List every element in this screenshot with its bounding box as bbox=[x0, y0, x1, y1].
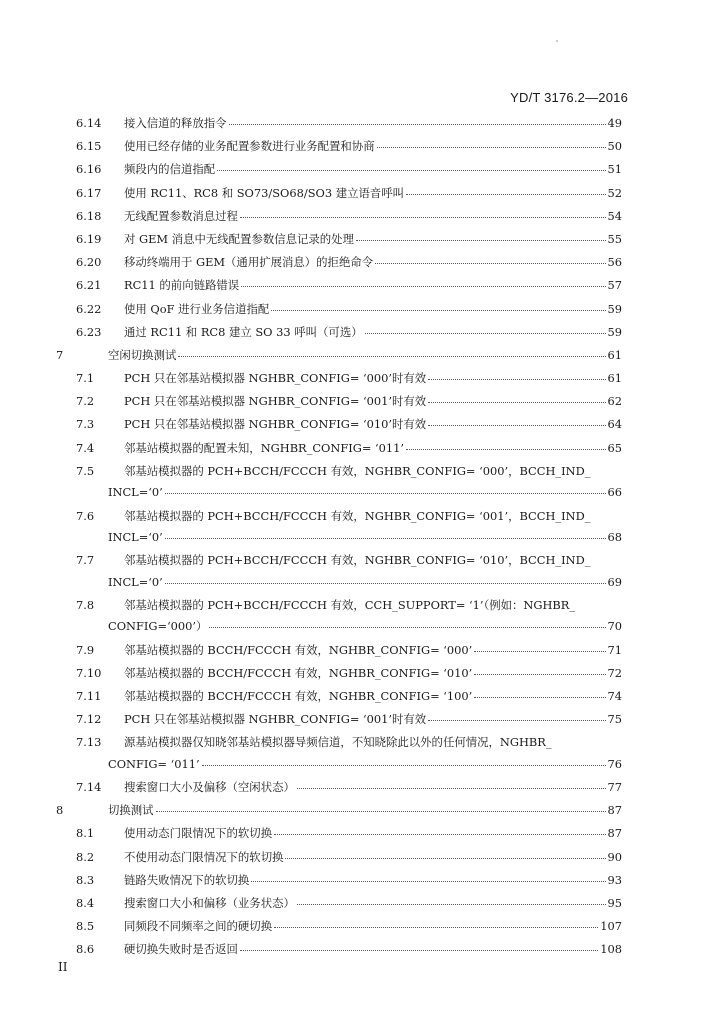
toc-entry-page: 66 bbox=[607, 485, 622, 500]
toc-entry-page: 52 bbox=[607, 185, 622, 200]
toc-entry-line bbox=[56, 850, 622, 865]
toc-entry-line bbox=[56, 232, 622, 247]
toc-entry-number: 7.9 bbox=[76, 642, 95, 657]
toc-entry-title: 邻基站模拟器的 BCCH/FCCCH 有效，NGHBR_CONFIG= ‘010’ bbox=[124, 665, 473, 680]
toc-entry-number: 6.20 bbox=[76, 255, 102, 270]
toc-entry-number: 6.22 bbox=[76, 301, 102, 316]
toc-entry[interactable] bbox=[56, 689, 622, 704]
toc-entry-title: 使用 RC11、RC8 和 SO73/SO68/SO3 建立语音呼叫 bbox=[124, 185, 405, 200]
toc-entry[interactable] bbox=[56, 417, 622, 432]
toc-entry-line bbox=[56, 666, 622, 681]
toc-entry-continuation bbox=[56, 530, 622, 545]
toc-entry[interactable] bbox=[56, 643, 622, 658]
dot-leader bbox=[297, 778, 606, 789]
dot-leader bbox=[240, 207, 606, 218]
toc-entry[interactable] bbox=[56, 919, 622, 934]
toc-entry-page: 71 bbox=[607, 642, 622, 657]
toc-entry-number: 7.14 bbox=[76, 780, 102, 794]
toc-entry-number: 7.4 bbox=[76, 440, 95, 455]
toc-entry[interactable] bbox=[56, 162, 622, 177]
dot-leader bbox=[297, 894, 606, 905]
toc-entry[interactable] bbox=[56, 803, 622, 818]
toc-entry-line bbox=[56, 464, 622, 479]
toc-entry[interactable] bbox=[56, 278, 622, 293]
toc-entry-title: 邻基站模拟器的 BCCH/FCCCH 有效，NGHBR_CONFIG= ‘100’ bbox=[124, 688, 473, 703]
toc-entry-number: 7 bbox=[56, 347, 64, 362]
toc-entry-title: 不使用动态门限情况下的软切换 bbox=[124, 849, 284, 864]
toc-entry-line bbox=[56, 255, 622, 270]
dot-leader bbox=[229, 114, 606, 125]
toc-entry-number: 7.10 bbox=[76, 665, 102, 680]
toc-entry-title: CONFIG=‘000’） bbox=[108, 619, 208, 634]
toc-entry-line bbox=[56, 394, 622, 409]
toc-entry-number: 6.19 bbox=[76, 231, 102, 246]
toc-entry-line bbox=[56, 162, 622, 177]
toc-entry-line bbox=[56, 780, 622, 795]
toc-entry-number: 6.15 bbox=[76, 139, 102, 154]
toc-entry-title: 搜索窗口大小及偏移（空闲状态） bbox=[124, 780, 295, 794]
toc-entry-page: 49 bbox=[607, 116, 622, 130]
toc-entry-line bbox=[56, 509, 622, 524]
toc-entry-page: 54 bbox=[607, 208, 622, 223]
toc-entry-line bbox=[56, 896, 622, 911]
toc-entry-page: 108 bbox=[600, 942, 622, 957]
toc-entry-line bbox=[56, 712, 622, 727]
toc-entry[interactable] bbox=[56, 598, 622, 635]
toc-entry-title: 通过 RC11 和 RC8 建立 SO 33 呼叫（可选） bbox=[124, 324, 363, 339]
dot-leader bbox=[271, 300, 605, 311]
toc-entry[interactable] bbox=[56, 232, 622, 247]
toc-entry[interactable] bbox=[56, 850, 622, 865]
toc-entry-title: 使用动态门限情况下的软切换 bbox=[124, 826, 273, 841]
toc-entry-line bbox=[56, 643, 622, 658]
toc-entry-page: 59 bbox=[607, 301, 622, 316]
dot-leader bbox=[356, 230, 606, 241]
toc-entry[interactable] bbox=[56, 780, 622, 795]
toc-entry-continuation bbox=[56, 757, 622, 772]
toc-entry[interactable] bbox=[56, 209, 622, 224]
toc-entry-number: 8.1 bbox=[76, 826, 95, 841]
toc-entry-line bbox=[56, 209, 622, 224]
toc-entry-page: 56 bbox=[607, 255, 622, 270]
toc-entry-number: 7.6 bbox=[76, 508, 95, 523]
dot-leader bbox=[209, 617, 605, 628]
toc-entry-continuation bbox=[56, 485, 622, 500]
toc-entry-title: 硬切换失败时是否返回 bbox=[124, 942, 238, 957]
toc-entry-title: RC11 的前向链路错误 bbox=[124, 278, 240, 293]
toc-entry[interactable] bbox=[56, 441, 622, 456]
toc-entry[interactable] bbox=[56, 735, 622, 772]
toc-entry-line bbox=[56, 348, 622, 363]
toc-entry[interactable] bbox=[56, 394, 622, 409]
toc-entry-line bbox=[56, 826, 622, 841]
toc-entry-number: 6.17 bbox=[76, 185, 102, 200]
page-number: II bbox=[58, 960, 68, 974]
toc-entry-title: 邻基站模拟器的 BCCH/FCCCH 有效，NGHBR_CONFIG= ‘000’ bbox=[124, 642, 473, 657]
toc-entry-line bbox=[56, 325, 622, 340]
toc-entry-title: PCH 只在邻基站模拟器 NGHBR_CONFIG= ‘000’时有效 bbox=[124, 371, 427, 386]
toc-entry-page: 65 bbox=[607, 440, 622, 455]
toc-entry-title: INCL=‘0’ bbox=[108, 530, 163, 544]
toc-entry-page: 87 bbox=[607, 803, 622, 818]
toc-entry-page: 72 bbox=[607, 665, 622, 680]
toc-entry-number: 7.2 bbox=[76, 394, 95, 409]
toc-entry-line bbox=[56, 278, 622, 293]
dot-leader bbox=[428, 392, 605, 403]
toc-entry-page: 95 bbox=[607, 895, 622, 910]
scan-speck bbox=[556, 40, 558, 42]
toc-entry-continuation bbox=[56, 575, 622, 590]
dot-leader bbox=[156, 801, 606, 812]
toc-entry-number: 8.2 bbox=[76, 849, 95, 864]
table-of-contents bbox=[56, 116, 622, 966]
toc-entry[interactable] bbox=[56, 464, 622, 501]
toc-entry-title: 源基站模拟器仅知晓邻基站模拟器导频信道，不知晓除此以外的任何情况，NGHBR_ bbox=[124, 735, 552, 750]
dot-leader bbox=[406, 439, 606, 450]
toc-entry-title: 空闲切换测试 bbox=[108, 347, 177, 362]
toc-entry-number: 7.5 bbox=[76, 463, 95, 478]
toc-entry-number: 8.6 bbox=[76, 942, 95, 957]
toc-entry-line bbox=[56, 803, 622, 818]
dot-leader bbox=[274, 824, 605, 835]
toc-entry-title: INCL=‘0’ bbox=[108, 485, 163, 500]
toc-entry-line bbox=[56, 116, 622, 131]
toc-entry[interactable] bbox=[56, 139, 622, 154]
toc-entry-title: 同频段不同频率之间的硬切换 bbox=[124, 919, 273, 934]
toc-entry[interactable] bbox=[56, 255, 622, 270]
toc-entry-page: 75 bbox=[607, 712, 622, 727]
toc-entry-page: 50 bbox=[607, 139, 622, 154]
toc-entry-page: 77 bbox=[607, 780, 622, 794]
toc-entry-number: 7.7 bbox=[76, 553, 95, 568]
dot-leader bbox=[428, 415, 605, 426]
dot-leader bbox=[178, 346, 605, 357]
toc-entry-title: 移动终端用于 GEM（通用扩展消息）的拒绝命令 bbox=[124, 255, 374, 270]
toc-entry-number: 6.23 bbox=[76, 324, 102, 339]
dot-leader bbox=[406, 184, 605, 195]
toc-entry-number: 7.1 bbox=[76, 371, 95, 386]
toc-entry-page: 87 bbox=[607, 826, 622, 841]
toc-entry-title: 搜索窗口大小和偏移（业务状态） bbox=[124, 895, 295, 910]
toc-entry-title: 对 GEM 消息中无线配置参数信息记录的处理 bbox=[124, 231, 354, 246]
toc-entry-line bbox=[56, 598, 622, 613]
toc-entry-number: 8.4 bbox=[76, 895, 95, 910]
toc-entry-line bbox=[56, 186, 622, 201]
toc-entry-title: INCL=‘0’ bbox=[108, 574, 163, 589]
toc-entry-page: 90 bbox=[607, 849, 622, 864]
dot-leader bbox=[474, 641, 605, 652]
toc-entry-title: PCH 只在邻基站模拟器 NGHBR_CONFIG= ‘001’时有效 bbox=[124, 394, 427, 409]
toc-entry-title: 切换测试 bbox=[108, 803, 154, 818]
toc-entry-number: 7.3 bbox=[76, 417, 95, 432]
dot-leader bbox=[202, 755, 606, 766]
toc-entry-line bbox=[56, 417, 622, 432]
toc-entry-number: 7.11 bbox=[76, 688, 102, 703]
toc-entry-line bbox=[56, 553, 622, 568]
toc-entry[interactable] bbox=[56, 942, 622, 957]
toc-entry-page: 55 bbox=[607, 231, 622, 246]
toc-entry-title: 无线配置参数消息过程 bbox=[124, 208, 238, 223]
toc-entry-page: 64 bbox=[607, 417, 622, 432]
toc-entry-page: 57 bbox=[607, 278, 622, 293]
toc-entry[interactable] bbox=[56, 826, 622, 841]
toc-entry-title: PCH 只在邻基站模拟器 NGHBR_CONFIG= ‘010’时有效 bbox=[124, 417, 427, 432]
toc-entry[interactable] bbox=[56, 302, 622, 317]
toc-entry-line bbox=[56, 302, 622, 317]
toc-entry-line bbox=[56, 735, 622, 750]
dot-leader bbox=[165, 528, 606, 539]
toc-entry[interactable] bbox=[56, 873, 622, 888]
dot-leader bbox=[428, 710, 605, 721]
toc-entry-number: 6.16 bbox=[76, 162, 102, 177]
toc-entry-page: 61 bbox=[607, 371, 622, 386]
toc-entry-page: 68 bbox=[607, 530, 622, 544]
dot-leader bbox=[165, 483, 606, 494]
toc-entry[interactable] bbox=[56, 509, 622, 546]
toc-entry-page: 59 bbox=[607, 324, 622, 339]
dot-leader bbox=[274, 917, 598, 928]
toc-entry-title: 使用 QoF 进行业务信道指配 bbox=[124, 301, 270, 316]
toc-entry-number: 7.12 bbox=[76, 712, 102, 727]
dot-leader bbox=[165, 573, 606, 584]
toc-entry-page: 76 bbox=[607, 756, 622, 771]
toc-entry[interactable] bbox=[56, 666, 622, 681]
document-id: YD/T 3176.2—2016 bbox=[510, 90, 628, 105]
dot-leader bbox=[251, 871, 605, 882]
dot-leader bbox=[241, 276, 605, 287]
dot-leader bbox=[428, 369, 605, 380]
toc-entry-line bbox=[56, 441, 622, 456]
toc-entry-number: 6.21 bbox=[76, 278, 102, 293]
toc-entry-line bbox=[56, 139, 622, 154]
toc-entry-title: 邻基站模拟器的配置未知，NGHBR_CONFIG= ‘011’ bbox=[124, 440, 404, 455]
toc-entry-page: 93 bbox=[607, 872, 622, 887]
toc-entry[interactable] bbox=[56, 186, 622, 201]
toc-entry[interactable] bbox=[56, 348, 622, 363]
toc-entry-page: 51 bbox=[607, 162, 622, 177]
toc-entry-title: 使用已经存储的业务配置参数进行业务配置和协商 bbox=[124, 139, 375, 154]
toc-entry-page: 61 bbox=[607, 347, 622, 362]
toc-entry-title: 邻基站模拟器的 PCH+BCCH/FCCCH 有效，NGHBR_CONFIG= ‘000’，BCCH_IND_ bbox=[124, 463, 591, 478]
toc-entry-page: 107 bbox=[600, 919, 622, 934]
toc-entry-title: PCH 只在邻基站模拟器 NGHBR_CONFIG= ‘001’时有效 bbox=[124, 712, 427, 727]
toc-entry-title: 邻基站模拟器的 PCH+BCCH/FCCCH 有效，CCH_SUPPORT= ‘1’（例如：NGHBR_ bbox=[124, 597, 576, 612]
toc-entry-page: 74 bbox=[607, 688, 622, 703]
toc-entry[interactable] bbox=[56, 896, 622, 911]
dot-leader bbox=[474, 687, 605, 698]
toc-entry-title: 链路失败情况下的软切换 bbox=[124, 872, 250, 887]
toc-entry[interactable] bbox=[56, 712, 622, 727]
toc-entry-title: 邻基站模拟器的 PCH+BCCH/FCCCH 有效，NGHBR_CONFIG= ‘010’，BCCH_IND_ bbox=[124, 553, 591, 568]
toc-entry[interactable] bbox=[56, 325, 622, 340]
toc-entry-number: 8.5 bbox=[76, 919, 95, 934]
toc-entry-line bbox=[56, 689, 622, 704]
toc-entry-number: 8.3 bbox=[76, 872, 95, 887]
toc-entry-number: 6.18 bbox=[76, 208, 102, 223]
toc-entry-title: 接入信道的释放指令 bbox=[124, 116, 227, 130]
dot-leader bbox=[474, 664, 605, 675]
toc-entry[interactable] bbox=[56, 553, 622, 590]
toc-entry[interactable] bbox=[56, 116, 622, 131]
toc-entry-title: CONFIG= ‘011’ bbox=[108, 756, 200, 771]
toc-entry-number: 8 bbox=[56, 803, 64, 818]
toc-entry-line bbox=[56, 873, 622, 888]
toc-entry-line bbox=[56, 942, 622, 957]
toc-entry-title: 频段内的信道指配 bbox=[124, 162, 216, 177]
toc-entry-number: 6.14 bbox=[76, 116, 102, 130]
dot-leader bbox=[365, 323, 606, 334]
toc-entry-page: 69 bbox=[607, 574, 622, 589]
toc-entry-page: 70 bbox=[607, 619, 622, 634]
dot-leader bbox=[240, 940, 598, 951]
toc-entry-number: 7.8 bbox=[76, 597, 95, 612]
dot-leader bbox=[217, 160, 605, 171]
toc-entry[interactable] bbox=[56, 371, 622, 386]
toc-entry-continuation bbox=[56, 619, 622, 634]
toc-entry-line bbox=[56, 919, 622, 934]
dot-leader bbox=[285, 848, 605, 859]
toc-entry-number: 7.13 bbox=[76, 735, 102, 750]
toc-entry-page: 62 bbox=[607, 394, 622, 409]
dot-leader bbox=[377, 137, 606, 148]
dot-leader bbox=[375, 253, 605, 264]
toc-entry-title: 邻基站模拟器的 PCH+BCCH/FCCCH 有效，NGHBR_CONFIG= ‘001’，BCCH_IND_ bbox=[124, 508, 591, 523]
toc-entry-line bbox=[56, 371, 622, 386]
